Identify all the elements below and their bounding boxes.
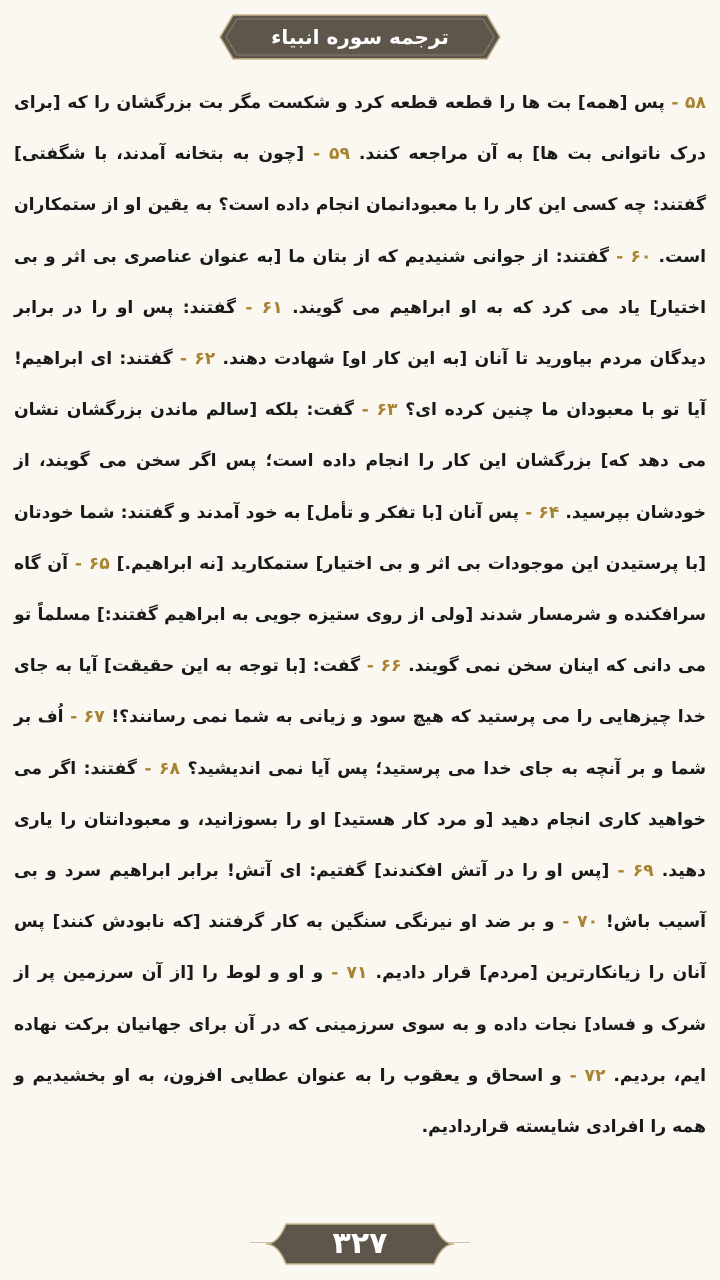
translation-text — [14, 78, 706, 1153]
verse-text: [پس او را در آتش افکندند] گفتیم: ای آتش! برابر ابراهیم سرد و بی آسیب باش! — [14, 861, 707, 933]
verse-text: پس [همه] بت ها را قطعه قطعه کرد و شکست مگر بت بزرگشان را که [برای درک ناتوانی بت ها] به آن مراجعه کنند. — [14, 93, 706, 165]
verse-text: و بر ضد او نیرنگی سنگین به کار گرفتند [که نابودش کنند] پس آنان را زیانکارترین [مردم] قرار دادیم. — [14, 912, 706, 984]
verse-number: ۶۴ - — [525, 502, 560, 523]
verse-text: [چون به بتخانه آمدند، با شگفتی] گفتند: چه کسی این کار را با معبودانمان انجام داده است؟ به یقین او از ستمکاران است. — [14, 144, 706, 267]
verse-number: ۷۰ - — [562, 912, 599, 933]
header-banner — [219, 14, 501, 60]
page-number: ۳۲۷ — [332, 1226, 388, 1261]
page-number-badge — [264, 1222, 456, 1266]
verse-text: گفتند: ای ابراهیم! آیا تو با معبودان ما چنین کرده ای؟ — [14, 349, 706, 421]
page-title: ترجمه سوره انبیاء — [271, 25, 449, 49]
verse-number: ۶۷ - — [70, 707, 105, 728]
verse-number: ۶۲ - — [179, 349, 216, 370]
verse-text: و اسحاق و یعقوب را به عنوان عطایی افزون، به او بخشیدیم و همه را افرادی شایسته قراردادیم. — [14, 1065, 706, 1138]
verse-text: اُف بر شما و بر آنچه به جای خدا می پرستید؛ پس آیا نمی اندیشید؟ — [14, 707, 706, 779]
verse-number: ۶۱ - — [245, 297, 283, 318]
verse-number: ۶۸ - — [144, 758, 180, 779]
verse-text: گفتند: پس او را در برابر دیدگان مردم بیاورید تا آنان [به این کار او] شهادت دهند. — [14, 297, 706, 370]
verse-number: ۷۲ - — [569, 1065, 606, 1086]
verse-text: آن گاه سرافکنده و شرمسار شدند [ولی از روی ستیزه جویی به ابراهیم گفتند:] مسلماً تو می دانی که اینان سخن نمی گویند. — [14, 553, 706, 677]
verse-number: ۶۶ - — [366, 656, 402, 677]
verse-text: پس آنان [با تفکر و تأمل] به خود آمدند و گفتند: شما خودتان [با پرستیدن این موجودات بی اثر و بی اختیار] ستمکارید [نه ابراهیم.] — [14, 502, 707, 574]
verse-number: ۶۵ - — [74, 553, 110, 574]
verse-text: گفتند: اگر می خواهید کاری انجام دهید [و مرد کار هستید] او را بسوزانید، و معبودانتان را یاری دهید. — [14, 758, 706, 882]
verse-text: و او و لوط را [از آن سرزمین پر از شرک و فساد] نجات داده و به سوی سرزمینی که در آن برای جهانیان برکت نهاده ایم، بردیم. — [14, 963, 707, 1086]
verse-number: ۵۹ - — [313, 144, 351, 165]
verse-number: ۷۱ - — [331, 963, 368, 984]
verse-number: ۶۳ - — [361, 400, 398, 421]
verse-text: گفت: بلکه [سالم ماندن بزرگشان نشان می دهد که] بزرگشان این کار را انجام داده است؛ پس اگر سخن می گویند، از خودشان بپرسید. — [14, 400, 707, 523]
verse-text: گفتند: از جوانی شنیدیم که از بتان ما [به عنوان عناصری بی اثر و بی اختیار] یاد می کرد که به او ابراهیم می گویند. — [14, 246, 706, 318]
verse-number: ۶۰ - — [616, 246, 652, 267]
verse-text: گفت: [با توجه به این حقیقت] آیا به جای خدا چیزهایی را می پرستید که هیچ سود و زیانی به شما نمی رسانند؟! — [14, 656, 706, 728]
verse-number: ۵۸ - — [671, 93, 707, 113]
verse-number: ۶۹ - — [617, 861, 654, 882]
